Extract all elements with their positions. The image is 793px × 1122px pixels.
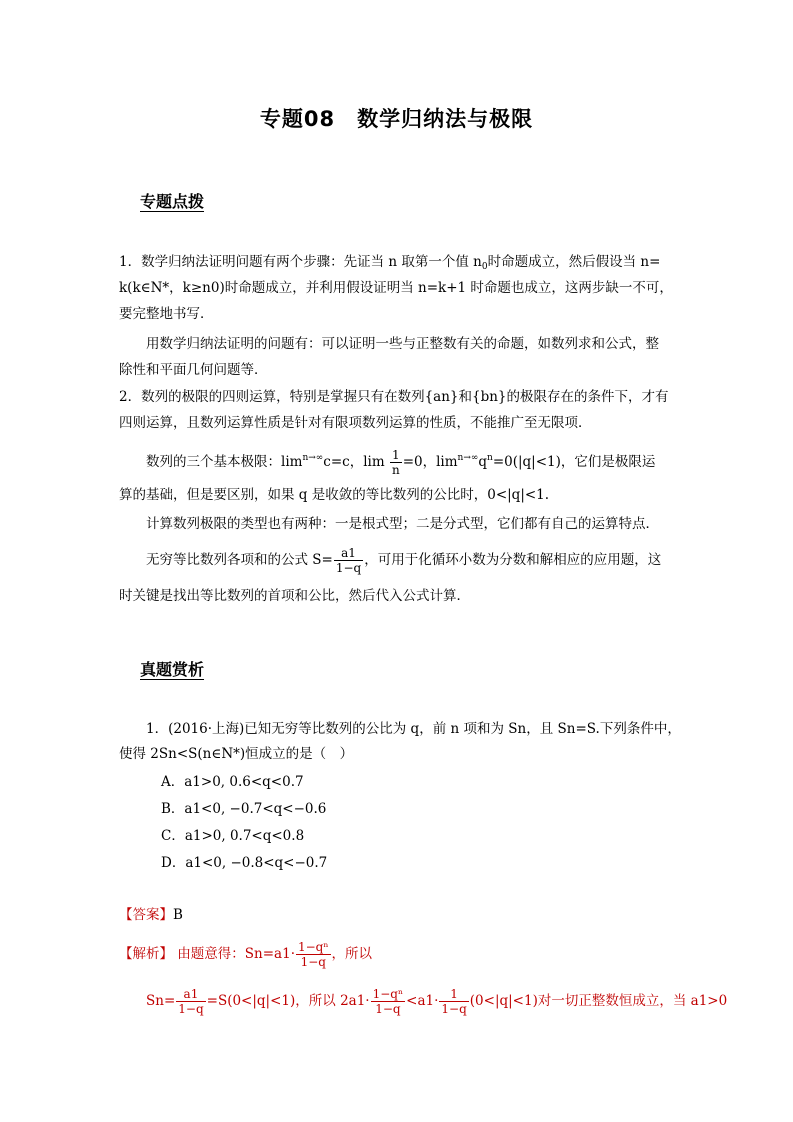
paragraph-1-line-3: 要完整地书写． — [119, 306, 214, 322]
paragraph-3-line-1: 2．数列的极限的四则运算，特别是掌握只有在数列{an}和{bn}的极限存在的条件下，才有 — [119, 389, 669, 405]
answer-value: B — [173, 907, 183, 923]
option-b: B．a1<0, −0.7<q<−0.6 — [161, 801, 327, 817]
paragraph-5: 计算数列极限的类型也有两种：一是根式型；二是分式型，它们都有自己的运算特点． — [146, 516, 659, 532]
paragraph-2-line-1: 用数学归纳法证明的问题有：可以证明一些与正整数有关的命题，如数列求和公式，整 — [146, 336, 659, 352]
analysis-line-1: 【解析】 由题意得：Sn=a1· $\frac{\text{1−qⁿ}}{1-q}$ ，所以 — [119, 940, 373, 969]
fraction-one-over-n: $\frac{1}{n}$ — [391, 448, 400, 477]
analysis-label: 【解析】 — [119, 946, 173, 962]
question-1-line-2: 使得 2Sn<S(n∈N*)恒成立的是（ ） — [119, 746, 354, 762]
paragraph-3-line-2: 四则运算，且数列运算性质是针对有限项数列运算的性质，不能推广至无限项． — [119, 415, 592, 431]
answer-line — [119, 905, 183, 925]
paragraph-4-line-2: 算的基础，但是要区别，如果 q 是收敛的等比数列的公比时，0<|q|<1. — [119, 487, 550, 503]
paragraph-1-line-1: 1．数学归纳法证明问题有两个步骤：先证当 n 取第一个值 $n_0$时命题成立，然后假设当 n= — [119, 254, 661, 272]
paragraph-1-line-2: k(k∈N*，k≥n0)时命题成立，并利用假设证明当 n=k+1 时命题也成立，这两步缺一不可， — [119, 280, 673, 296]
section-heading-exam-analysis: 真题赏析 — [140, 660, 205, 679]
paragraph-4-line-1: 数列的三个基本极限：$\lim^{n\to\infty}c=c$，lim $\frac{1}{n}$ =0，$\lim^{n\to\infty}q^n=0(|q|<1)$，它们是极限运 — [146, 448, 656, 477]
analysis-line-2: Sn= $\frac{a1}{1-q}$ =S(0<|q|<1)，所以 2a1· $\frac{\text{1−qⁿ}}{1-q}$ <a1· $\frac{1}{1-q}$ (0<|q|<1)对一切正整数恒成立，当 a1>0 — [146, 987, 728, 1016]
fraction-1-qn-over-1-q: $\frac{\text{1−qⁿ}}{1-q}$ — [372, 987, 404, 1016]
fraction-partial-sum: $\frac{\text{1−qⁿ}}{1-q}$ — [297, 940, 329, 969]
fraction-sum-formula: $\frac{a1}{1-q}$ — [335, 546, 362, 575]
fraction-a1-over-1-q: $\frac{a1}{1-q}$ — [178, 987, 204, 1016]
option-d: D．a1<0, −0.8<q<−0.7 — [161, 855, 328, 871]
option-c: C．a1>0, 0.7<q<0.8 — [161, 828, 305, 844]
option-a: A．a1>0, 0.6<q<0.7 — [161, 774, 304, 790]
paragraph-6-line-1: 无穷等比数列各项和的公式 S= $\frac{a1}{1-q}$ ，可用于化循环小数为分数和解相应的应用题，这 — [146, 546, 662, 575]
page-title: 专题08 数学归纳法与极限 — [259, 107, 534, 131]
fraction-1-over-1-q: $\frac{1}{1-q}$ — [441, 987, 467, 1016]
answer-label: 【答案】 — [119, 907, 173, 923]
question-1-line-1: 1．(2016·上海)已知无穷等比数列的公比为 q，前 n 项和为 Sn，且 Sn=S.下列条件中， — [146, 721, 681, 737]
paragraph-2-line-2: 除性和平面几何问题等． — [119, 362, 268, 378]
paragraph-6-line-2: 时关键是找出等比数列的首项和公比，然后代入公式计算． — [119, 588, 470, 604]
section-heading-key-points: 专题点拨 — [140, 192, 205, 211]
